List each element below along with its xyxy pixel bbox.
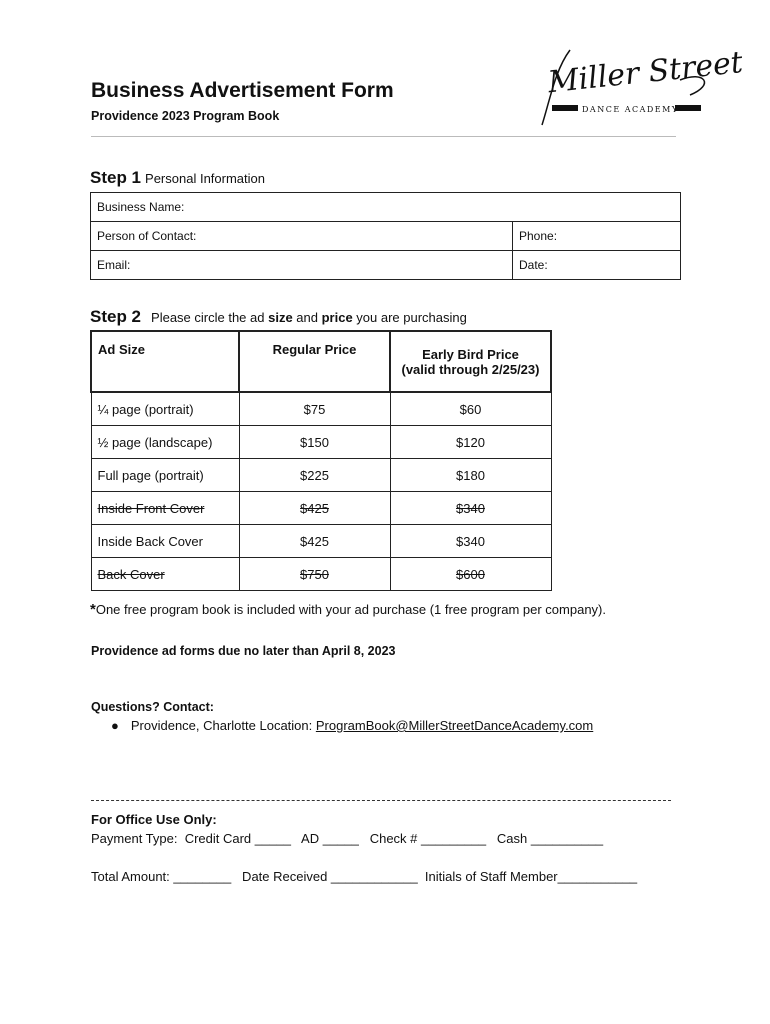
questions-heading: Questions? Contact:: [91, 700, 214, 714]
ad-size-cell[interactable]: ½ page (landscape): [91, 426, 239, 459]
early-price-cell[interactable]: $340: [390, 525, 551, 558]
form-subtitle: Providence 2023 Program Book: [91, 109, 280, 123]
header-early-bird: Early Bird Price (valid through 2/25/23): [390, 331, 551, 392]
table-row: [91, 525, 551, 558]
ad-size-cell[interactable]: Inside Back Cover: [91, 525, 239, 558]
payment-type-line: Payment Type: Credit Card _____ AD _____ Check # _________ Cash __________: [91, 831, 604, 846]
ad-size-cell: Inside Front Cover: [91, 492, 239, 525]
date-field[interactable]: Date:: [513, 251, 681, 280]
regular-price-cell: $750: [239, 558, 390, 591]
contact-field[interactable]: Person of Contact:: [91, 222, 513, 251]
miller-street-logo: [530, 40, 745, 135]
header-regular-price: Regular Price: [239, 331, 390, 392]
early-price-cell: $340: [390, 492, 551, 525]
svg-text:Miller Street: Miller Street: [546, 45, 745, 101]
step2-heading: [90, 307, 467, 327]
ad-pricing-table: [90, 330, 552, 591]
cut-line: [91, 800, 671, 801]
step1-heading: [90, 168, 265, 188]
regular-price-cell[interactable]: $75: [239, 392, 390, 426]
early-price-cell[interactable]: $120: [390, 426, 551, 459]
bullet-icon: ●: [111, 718, 119, 733]
personal-info-table: [90, 192, 681, 280]
svg-text:DANCE ACADEMY: DANCE ACADEMY: [582, 105, 679, 114]
early-price-cell[interactable]: $180: [390, 459, 551, 492]
table-row: [91, 459, 551, 492]
table-row: [91, 426, 551, 459]
location-label: Providence, Charlotte Location:: [130, 718, 316, 733]
form-title: Business Advertisement Form: [91, 79, 394, 102]
table-row: [91, 392, 551, 426]
regular-price-cell[interactable]: $425: [239, 525, 390, 558]
regular-price-cell[interactable]: $150: [239, 426, 390, 459]
early-price-cell: $600: [390, 558, 551, 591]
step2-label: Step 2: [90, 307, 142, 326]
phone-field[interactable]: Phone:: [513, 222, 681, 251]
office-use-heading: For Office Use Only:: [91, 812, 217, 827]
ad-size-cell: Back Cover: [91, 558, 239, 591]
due-date-notice: Providence ad forms due no later than April 8, 2023: [91, 644, 396, 658]
contact-bullet: [111, 718, 593, 733]
ad-size-cell[interactable]: ¼ page (portrait): [91, 392, 239, 426]
regular-price-cell[interactable]: $225: [239, 459, 390, 492]
step1-desc: Personal Information: [145, 171, 265, 186]
note-asterisk: *: [90, 601, 96, 618]
total-amount-line: Total Amount: ________ Date Received ____________ Initials of Staff Member___________: [91, 869, 638, 884]
note-text: One free program book is included with your ad purchase (1 free program per company).: [95, 602, 606, 617]
header-ad-size: Ad Size: [91, 331, 239, 392]
table-row-sold-out: [91, 558, 551, 591]
step1-label: Step 1: [90, 168, 142, 187]
email-field[interactable]: Email:: [91, 251, 513, 280]
table-row-sold-out: [91, 492, 551, 525]
contact-email-link[interactable]: ProgramBook@MillerStreetDanceAcademy.com: [315, 718, 594, 733]
ad-size-cell[interactable]: Full page (portrait): [91, 459, 239, 492]
pricing-header-row: [91, 331, 551, 392]
business-name-field[interactable]: Business Name:: [91, 193, 681, 222]
early-price-cell[interactable]: $60: [390, 392, 551, 426]
step2-desc: Please circle the ad size and price you are purchasing: [151, 310, 467, 325]
regular-price-cell: $425: [239, 492, 390, 525]
free-book-note: [90, 601, 606, 618]
header-divider: [91, 136, 676, 137]
